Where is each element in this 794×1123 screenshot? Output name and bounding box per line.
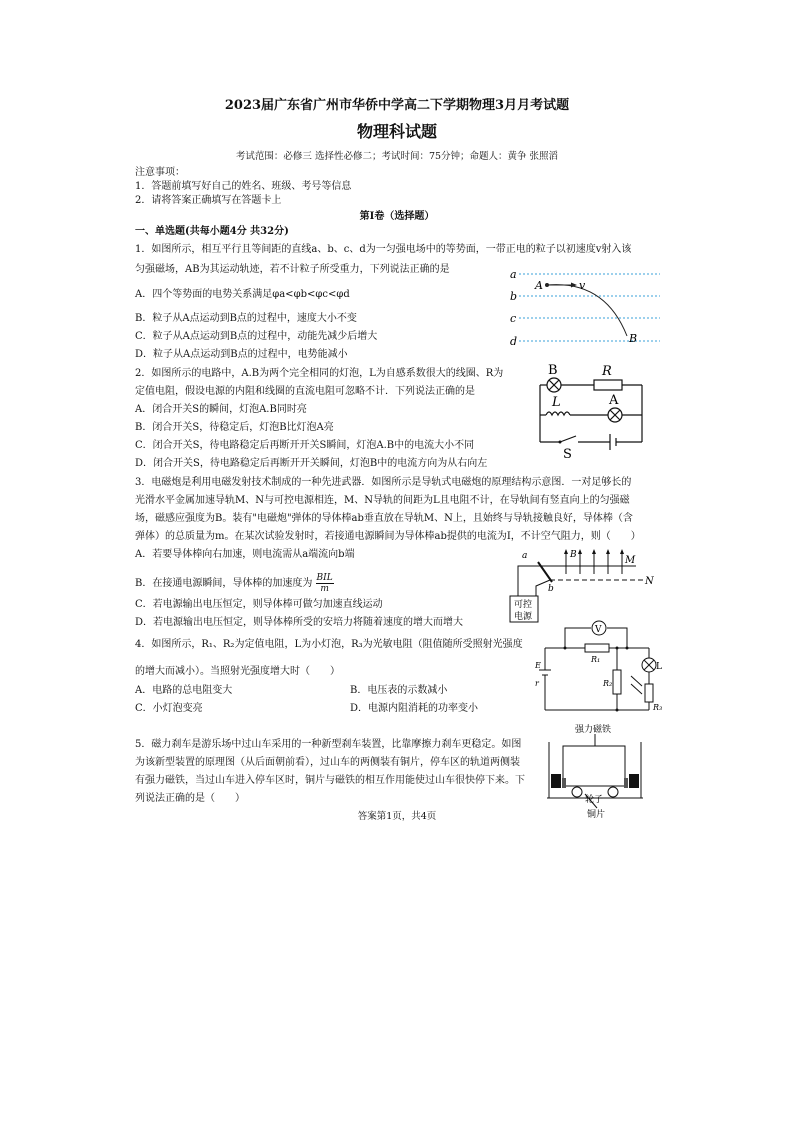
q2-stem: 2．如图所示的电路中，A.B为两个完全相同的灯泡，L为自感系数很大的线圈、R为: [135, 368, 504, 379]
fraction-denominator: m: [320, 584, 329, 594]
label-magnet: 强力磁铁: [575, 725, 612, 735]
fraction: [316, 573, 334, 594]
label-M: M: [625, 555, 636, 566]
label-bulb-A: A: [609, 393, 619, 408]
q4-option-c: C．小灯泡变亮: [135, 703, 203, 714]
q2-option-a: A．闭合开关S的瞬间，灯泡A.B同时亮: [135, 404, 307, 415]
label-a: a: [522, 551, 528, 561]
label-E: E: [535, 661, 541, 670]
notes-heading: 注意事项：: [135, 167, 185, 178]
label-R2: R₂: [603, 679, 613, 688]
label-c: c: [510, 312, 517, 325]
label-wheel: 轮子: [585, 795, 604, 805]
label-B: B: [629, 332, 638, 345]
q3-stem: 场，磁感应强度为B。装有"电磁炮"弹体的导体棒ab垂直放在导轨M、N上，且始终与导轨接触良好，导体棒（含: [135, 513, 633, 524]
label-copper: 铜片: [587, 810, 606, 820]
q4-option-b: B．电压表的示数减小: [350, 685, 448, 696]
q4-circuit-figure: [535, 618, 665, 718]
q4-option-d: D．电源内阻消耗的功率变小: [350, 703, 479, 714]
label-b: b: [548, 584, 554, 594]
note-item: 2．请将答案正确填写在答题卡上: [135, 195, 282, 206]
label-bulb-B: B: [548, 363, 558, 378]
label-voltmeter: V: [595, 625, 602, 635]
q3-option-b-text: B．在接通电源瞬间，导体棒的加速度为: [135, 578, 313, 589]
q2-option-c: C．闭合开关S，待电路稳定后再断开开关S瞬间，灯泡A.B中的电流大小不同: [135, 440, 475, 451]
note-item: 1．答题前填写好自己的姓名、班级、考号等信息: [135, 181, 352, 192]
q5-stem: 列说法正确的是（ ）: [135, 793, 245, 804]
q3-stem: 3．电磁炮是利用电磁发射技术制成的一种先进武器．如图所示是导轨式电磁炮的原理结构示意图．一对足够长的: [135, 477, 632, 488]
q1-option-c: C．粒子从A点运动到B点的过程中，动能先减少后增大: [135, 331, 378, 342]
label-B: B: [570, 550, 577, 560]
label-L: L: [552, 395, 561, 410]
label-S: S: [563, 447, 572, 460]
q5-stem: 有强力磁铁，当过山车进入停车区时，铜片与磁铁的相互作用能使过山车很快停下来。下: [135, 775, 525, 786]
q4-option-a: A．电路的总电阻变大: [135, 685, 233, 696]
q3-stem: 光滑水平金属加速导轨M、N与可控电源相连，M、N导轨的间距为L且电阻不计，在导轨间有竖直向上的匀强磁: [135, 495, 630, 506]
label-R1: R₁: [591, 655, 601, 664]
q3-railgun-figure: [508, 546, 658, 626]
q3-option-b: [135, 573, 334, 594]
label-r: r: [535, 679, 539, 688]
q2-option-b: B．闭合开关S，待稳定后，灯泡B比灯泡A亮: [135, 422, 334, 433]
fraction-numerator: BIL: [316, 573, 333, 583]
q1-option-b: B．粒子从A点运动到B点的过程中，速度大小不变: [135, 313, 357, 324]
q2-circuit-figure: [530, 360, 660, 460]
label-lamp: L: [656, 662, 662, 672]
label-source-2: 电源: [514, 612, 533, 622]
label-N: N: [645, 576, 654, 587]
q1-stem: 匀强磁场，AB为其运动轨迹，若不计粒子所受重力，下列说法正确的是: [135, 264, 450, 275]
q1-stem: 1．如图所示，相互平行且等间距的直线a、b、c、d为一匀强电场中的等势面，一带正电的粒子以初速度v射入该: [135, 244, 632, 255]
label-R3: R₃: [653, 703, 663, 712]
section-subtitle: 一、单选题(共每小题4分 共32分): [135, 226, 289, 237]
q5-stem: 为该新型装置的原理图（从后面朝前看），过山车的两侧装有铜片，停车区的轨道两侧装: [135, 757, 520, 768]
label-a: a: [510, 268, 517, 281]
label-d: d: [510, 335, 518, 348]
q2-option-d: D．闭合开关S，待电路稳定后再断开开关瞬间，灯泡B中的电流方向为从右向左: [135, 458, 488, 469]
q1-option-a: A．四个等势面的电势关系满足φa<φb<φc<φd: [135, 289, 350, 300]
q3-option-c: C．若电源输出电压恒定，则导体棒可做匀加速直线运动: [135, 599, 383, 610]
q5-magnetic-brake-figure: [545, 722, 645, 822]
q3-option-a: A．若要导体棒向右加速，则电流需从a端流向b端: [135, 549, 355, 560]
q5-stem: 5．磁力刹车是游乐场中过山车采用的一种新型刹车装置，比靠摩擦力刹车更稳定。如图: [135, 739, 522, 750]
q4-stem: 4．如图所示，R₁、R₂为定值电阻，L为小灯泡，R₃为光敏电阻（阻值随所受照射光强度: [135, 639, 523, 650]
label-A: A: [535, 279, 543, 292]
label-source-1: 可控: [514, 600, 533, 610]
exam-info: 考试范围：必修三 选择性必修二；考试时间：75分钟；命题人：黄争 张照滔: [235, 151, 559, 162]
q1-equipotential-figure: [505, 264, 665, 354]
subject-title: 物理科试题: [356, 122, 437, 141]
q3-option-d: D．若电源输出电压恒定，则导体棒所受的安培力将随着速度的增大而增大: [135, 617, 464, 628]
q4-stem: 的增大而减小）。当照射光强度增大时（ ）: [135, 666, 340, 677]
label-v: v: [579, 279, 586, 292]
exam-title: 2023届广东省广州市华侨中学高二下学期物理3月月考试题: [224, 98, 570, 113]
section-title: 第Ⅰ卷（选择题）: [359, 211, 435, 222]
q1-option-d: D．粒子从A点运动到B点的过程中，电势能减小: [135, 349, 348, 360]
q3-stem: 弹体）的总质量为m。在某次试验发射时，若接通电源瞬间为导体棒ab提供的电流为I，不计空气阻力，则（ ）: [135, 531, 641, 542]
label-b: b: [510, 290, 518, 303]
page-footer: 答案第1页，共4页: [357, 811, 437, 822]
label-R: R: [602, 364, 612, 379]
q2-stem: 定值电阻，假设电源的内阻和线圈的直流电阻可忽略不计．下列说法正确的是: [135, 386, 475, 397]
